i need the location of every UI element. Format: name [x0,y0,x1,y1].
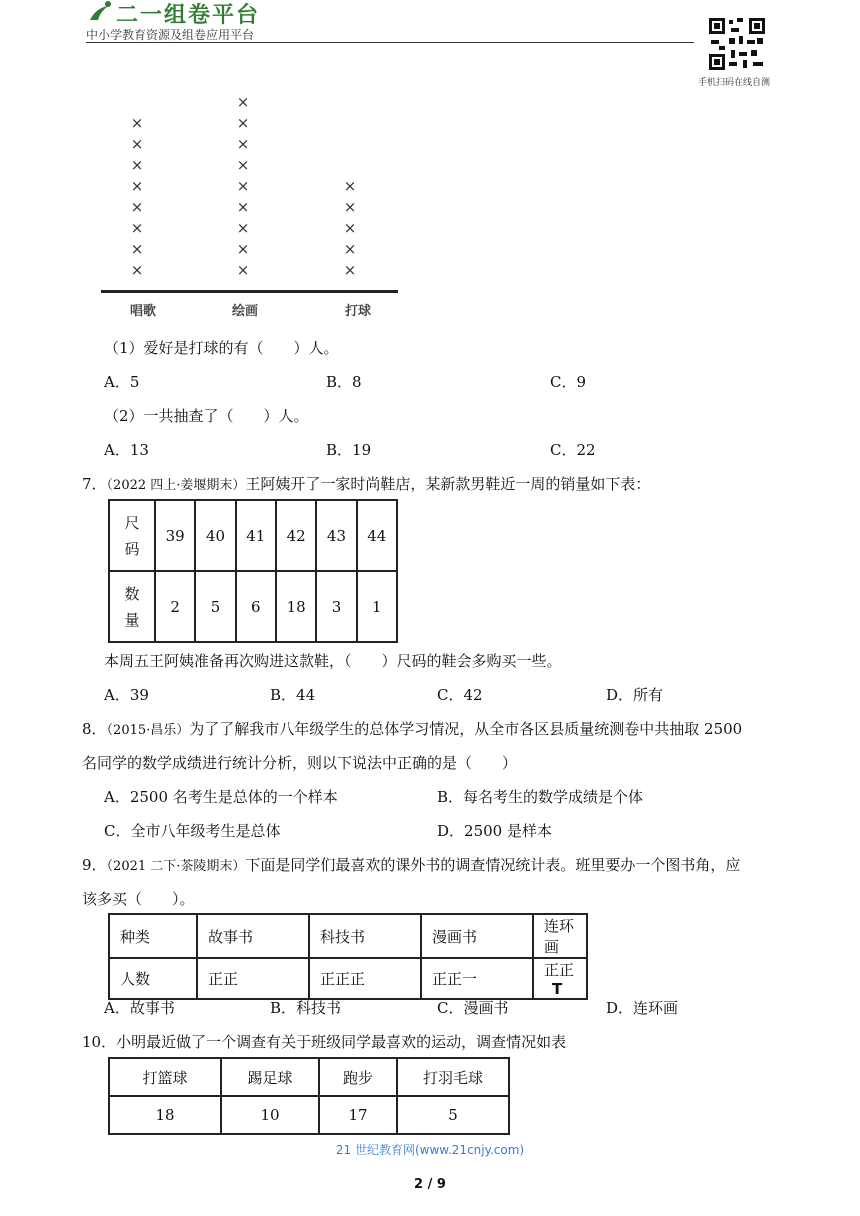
plot-x-mark: × [343,198,357,216]
q9-header-cell: 故事书 [197,914,309,958]
q6-sub2-option-b[interactable]: B．19 [326,441,372,459]
q7-size-cell: 44 [357,500,397,571]
q8-stem-line1 [82,718,742,739]
q6-sub1-option-b[interactable]: B．8 [326,373,362,391]
plot-x-mark: × [130,135,144,153]
q10-number: 10． [82,1033,117,1051]
q8-text-line1: 为了了解我市八年级学生的总体学习情况，从全市各区县质量统测卷中共抽取 2500 [189,720,743,738]
q9-option-d[interactable]: D．连环画 [606,999,679,1017]
q10-header-cell: 跑步 [319,1058,397,1096]
q7-option-a[interactable]: A．39 [104,686,149,704]
plot-x-mark: × [343,240,357,258]
plot-x-mark: × [130,198,144,216]
q7-size-cell: 43 [316,500,356,571]
q9-option-b[interactable]: B．科技书 [270,999,342,1017]
plot-x-mark: × [236,93,250,111]
q9-option-a[interactable]: A．故事书 [104,999,175,1017]
q8-option-a[interactable]: A．2500 名考生是总体的一个样本 [104,788,338,806]
plot-x-mark: × [343,219,357,237]
qr-code-icon [707,16,767,72]
q7-size-cell: 42 [276,500,316,571]
q10-value-cell: 10 [221,1096,319,1134]
q9-text-line1: 下面是同学们最喜欢的课外书的调查情况统计表。班里要办一个图书角，应 [245,856,741,874]
qr-caption: 手机扫码在线自测 [698,78,771,88]
plot-x-mark: × [236,135,250,153]
plot-x-mark: × [130,114,144,132]
q7-count-cell: 5 [195,571,235,642]
q7-option-d[interactable]: D．所有 [606,686,664,704]
q9-number: 9． [82,856,107,874]
plot-x-mark: × [236,240,250,258]
q9-text-line2: 该多买（ ）。 [82,890,195,908]
q8-text-line2: 名同学的数学成绩进行统计分析，则以下说法中正确的是（ ） [82,754,518,772]
q7-option-c[interactable]: C．42 [437,686,483,704]
q9-header-cell: 漫画书 [421,914,533,958]
plot-x-mark: × [343,177,357,195]
q6-sub2: （2）一共抽查了（ ）人。 [104,407,309,425]
q8-option-d[interactable]: D．2500 是样本 [437,822,552,840]
q9-option-c[interactable]: C．漫画书 [437,999,509,1017]
q10-header-cell: 打羽毛球 [397,1058,509,1096]
q9-header-cell: 种类 [109,914,197,958]
plot-x-mark: × [236,114,250,132]
plot-x-mark: × [130,261,144,279]
q10-value-cell: 5 [397,1096,509,1134]
q7-count-cell: 1 [357,571,397,642]
q8-option-c[interactable]: C．全市八年级考生是总体 [104,822,281,840]
logo-runner-icon [86,0,116,22]
axis-label-drawing: 绘画 [232,304,259,319]
plot-x-mark: × [236,261,250,279]
q9-stem-line1 [82,854,740,875]
q8-number: 8． [82,720,107,738]
q7-header-count: 数 量 [109,571,155,642]
q8-source: （2015·昌乐） [106,723,190,738]
axis-label-singing: 唱歌 [130,304,157,319]
q7-source: （2022 四上·姜堰期末） [106,478,246,493]
q10-stem [82,1031,566,1052]
q7-count-cell: 2 [155,571,195,642]
q7-size-cell: 40 [195,500,235,571]
q7-count-cell: 3 [316,571,356,642]
q7-table [108,499,398,643]
q10-value-cell: 17 [319,1096,397,1134]
q9-row-cell: 人数 [109,958,197,999]
header-divider [86,42,694,43]
plot-x-mark: × [130,219,144,237]
q10-value-cell: 18 [109,1096,221,1134]
q9-row-cell: 正正一 [421,958,533,999]
q7-header-size: 尺 码 [109,500,155,571]
footer-link[interactable]: 21 世纪教育网(www.21cnjy.com) [335,1143,525,1157]
q6-sub2-option-c[interactable]: C．22 [550,441,596,459]
q10-text: 小明最近做了一个调查有关于班级同学最喜欢的运动，调查情况如表 [116,1033,567,1051]
q9-row-cell-tally: 正正 T [533,958,587,999]
plot-x-mark: × [343,261,357,279]
q10-header-cell: 打篮球 [109,1058,221,1096]
q6-sub1-option-c[interactable]: C．9 [550,373,587,391]
q7-number: 7． [82,475,107,493]
q10-header-cell: 踢足球 [221,1058,319,1096]
q7-count-cell: 6 [236,571,276,642]
q7-count-cell: 18 [276,571,316,642]
q8-option-b[interactable]: B．每名考生的数学成绩是个体 [437,788,644,806]
page-number: 2 / 9 [414,1177,446,1192]
q6-sub1-option-a[interactable]: A．5 [104,373,140,391]
q9-source: （2021 二下·茶陵期末） [106,859,246,874]
axis-label-ball: 打球 [345,304,372,319]
plot-x-mark: × [236,219,250,237]
q9-row-cell: 正正 [197,958,309,999]
q6-sub1: （1）爱好是打球的有（ ）人。 [104,339,339,357]
q9-header-cell: 连环画 [533,914,587,958]
q7-text: 王阿姨开了一家时尚鞋店，某新款男鞋近一周的销量如下表： [245,475,651,493]
q7-option-b[interactable]: B．44 [270,686,316,704]
plot-x-mark: × [130,177,144,195]
q7-size-cell: 41 [236,500,276,571]
q9-header-cell: 科技书 [309,914,421,958]
tally-partial-mark: T [552,980,563,998]
header-subtitle: 中小学教育资源及组卷应用平台 [86,28,255,42]
plot-x-mark: × [236,177,250,195]
q9-row-cell: 正正正 [309,958,421,999]
plot-x-mark: × [130,156,144,174]
plot-x-mark: × [130,240,144,258]
q7-stem [82,473,650,494]
q10-table [108,1057,510,1135]
logo-text: 二一组卷平台 [116,3,261,28]
plot-axis [101,290,398,293]
q9-table [108,913,588,1000]
q6-sub2-option-a[interactable]: A．13 [104,441,149,459]
q7-question: 本周五王阿姨准备再次购进这款鞋，（ ）尺码的鞋会多购买一些。 [104,652,562,670]
plot-x-mark: × [236,198,250,216]
plot-x-mark: × [236,156,250,174]
q7-size-cell: 39 [155,500,195,571]
